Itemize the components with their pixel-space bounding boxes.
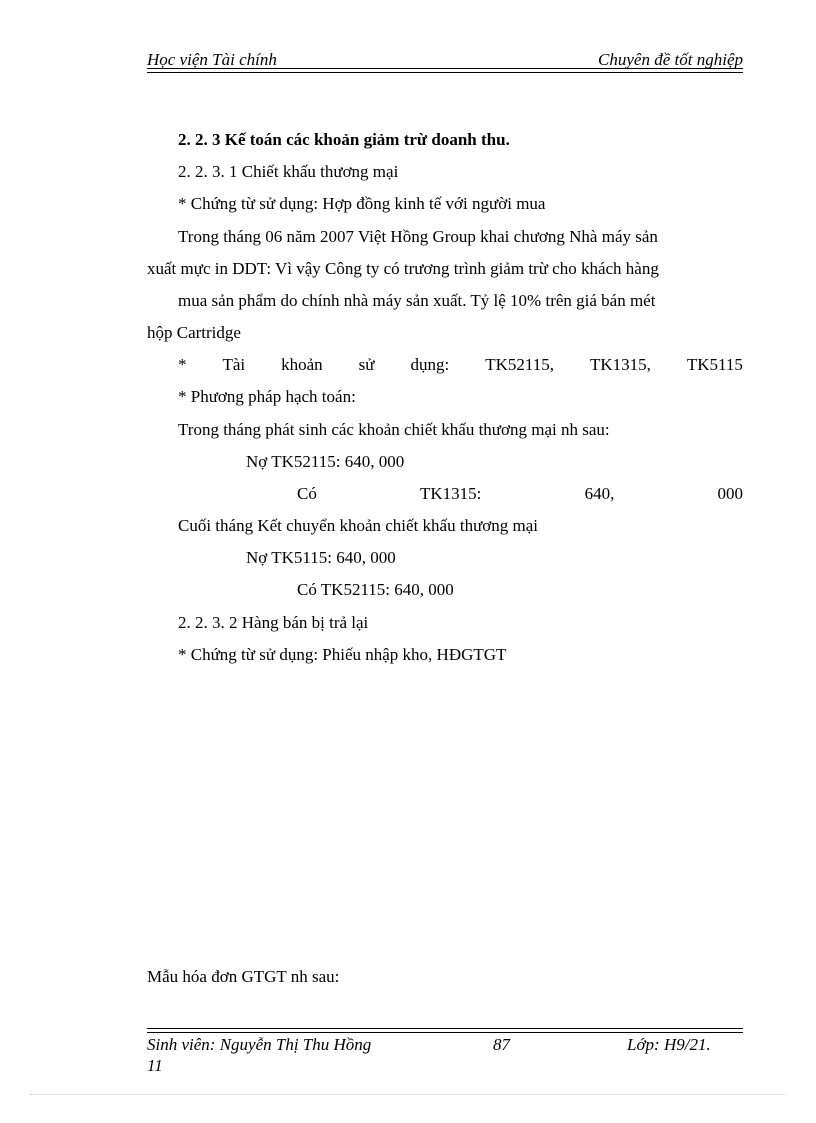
header-institution: Học viện Tài chính bbox=[147, 50, 277, 69]
entry1-debit: Nợ TK52115: 640, 000 bbox=[246, 452, 405, 471]
accounts-word: * bbox=[178, 355, 187, 374]
footer-student-name: Sinh viên: Nguyễn Thị Thu Hồng bbox=[147, 1035, 372, 1054]
accounts-word: sử bbox=[358, 355, 375, 374]
paragraph-line-1 bbox=[178, 226, 743, 248]
paragraph-line-2: xuất mực in DDT: Vì vậy Công ty có trương trình giảm trừ cho khách hàng bbox=[147, 259, 659, 278]
header-rule bbox=[147, 68, 743, 73]
documents-used-2: * Chứng từ sử dụng: Phiếu nhập kho, HĐGTGT bbox=[178, 645, 507, 664]
month-end-transfer-text: Cuối tháng Kết chuyển khoản chiết khấu thương mại bbox=[178, 516, 539, 535]
paragraph-line-3: mua sản phẩm do chính nhà máy sản xuất. Tỷ lệ 10% trên giá bán mét bbox=[178, 291, 656, 310]
footer-class: Lớp: H9/21. bbox=[627, 1035, 711, 1054]
section-heading: 2. 2. 3 Kế toán các khoản giảm trừ doanh thu. bbox=[178, 130, 510, 149]
arising-entries-text: Trong tháng phát sinh các khoản chiết khấu thương mại nh sau: bbox=[178, 420, 610, 439]
entry2-credit: Có TK52115: 640, 000 bbox=[297, 580, 454, 599]
accounts-word: Tài bbox=[222, 355, 246, 374]
page-header bbox=[147, 50, 743, 70]
credit-word: 640, bbox=[584, 484, 615, 503]
footer-rule bbox=[147, 1028, 743, 1033]
subsection-heading-2: 2. 2. 3. 2 Hàng bán bị trả lại bbox=[178, 613, 369, 632]
credit-word: 000 bbox=[717, 484, 743, 503]
entry2-debit: Nợ TK5115: 640, 000 bbox=[246, 548, 396, 567]
accounts-word: TK1315, bbox=[589, 355, 651, 374]
paragraph-text: Trong tháng 06 năm 2007 Việt Hồng Group khai chương Nhà máy sản bbox=[178, 227, 658, 246]
entry1-credit bbox=[297, 483, 743, 505]
page-bottom-border bbox=[30, 1094, 786, 1095]
credit-word: TK1315: bbox=[420, 484, 482, 503]
invoice-sample-label: Mẫu hóa đơn GTGT nh sau: bbox=[147, 967, 340, 986]
accounts-used bbox=[178, 354, 743, 376]
accounts-word: TK5115 bbox=[686, 355, 743, 374]
accounts-word: dụng: bbox=[410, 355, 450, 374]
documents-used-1: * Chứng từ sử dụng: Hợp đồng kinh tế với người mua bbox=[178, 194, 546, 213]
page-number: 87 bbox=[493, 1035, 510, 1054]
paragraph-line-4: hộp Cartridge bbox=[147, 323, 241, 342]
header-doc-type: Chuyên đề tốt nghiệp bbox=[598, 50, 743, 69]
accounts-word: khoản bbox=[281, 355, 323, 374]
accounts-word: TK52115, bbox=[485, 355, 554, 374]
subsection-heading-1: 2. 2. 3. 1 Chiết khấu thương mại bbox=[178, 162, 399, 181]
method-label: * Phương pháp hạch toán: bbox=[178, 387, 356, 406]
credit-word: Có bbox=[297, 484, 317, 503]
footer-class-continued: 11 bbox=[147, 1056, 163, 1075]
